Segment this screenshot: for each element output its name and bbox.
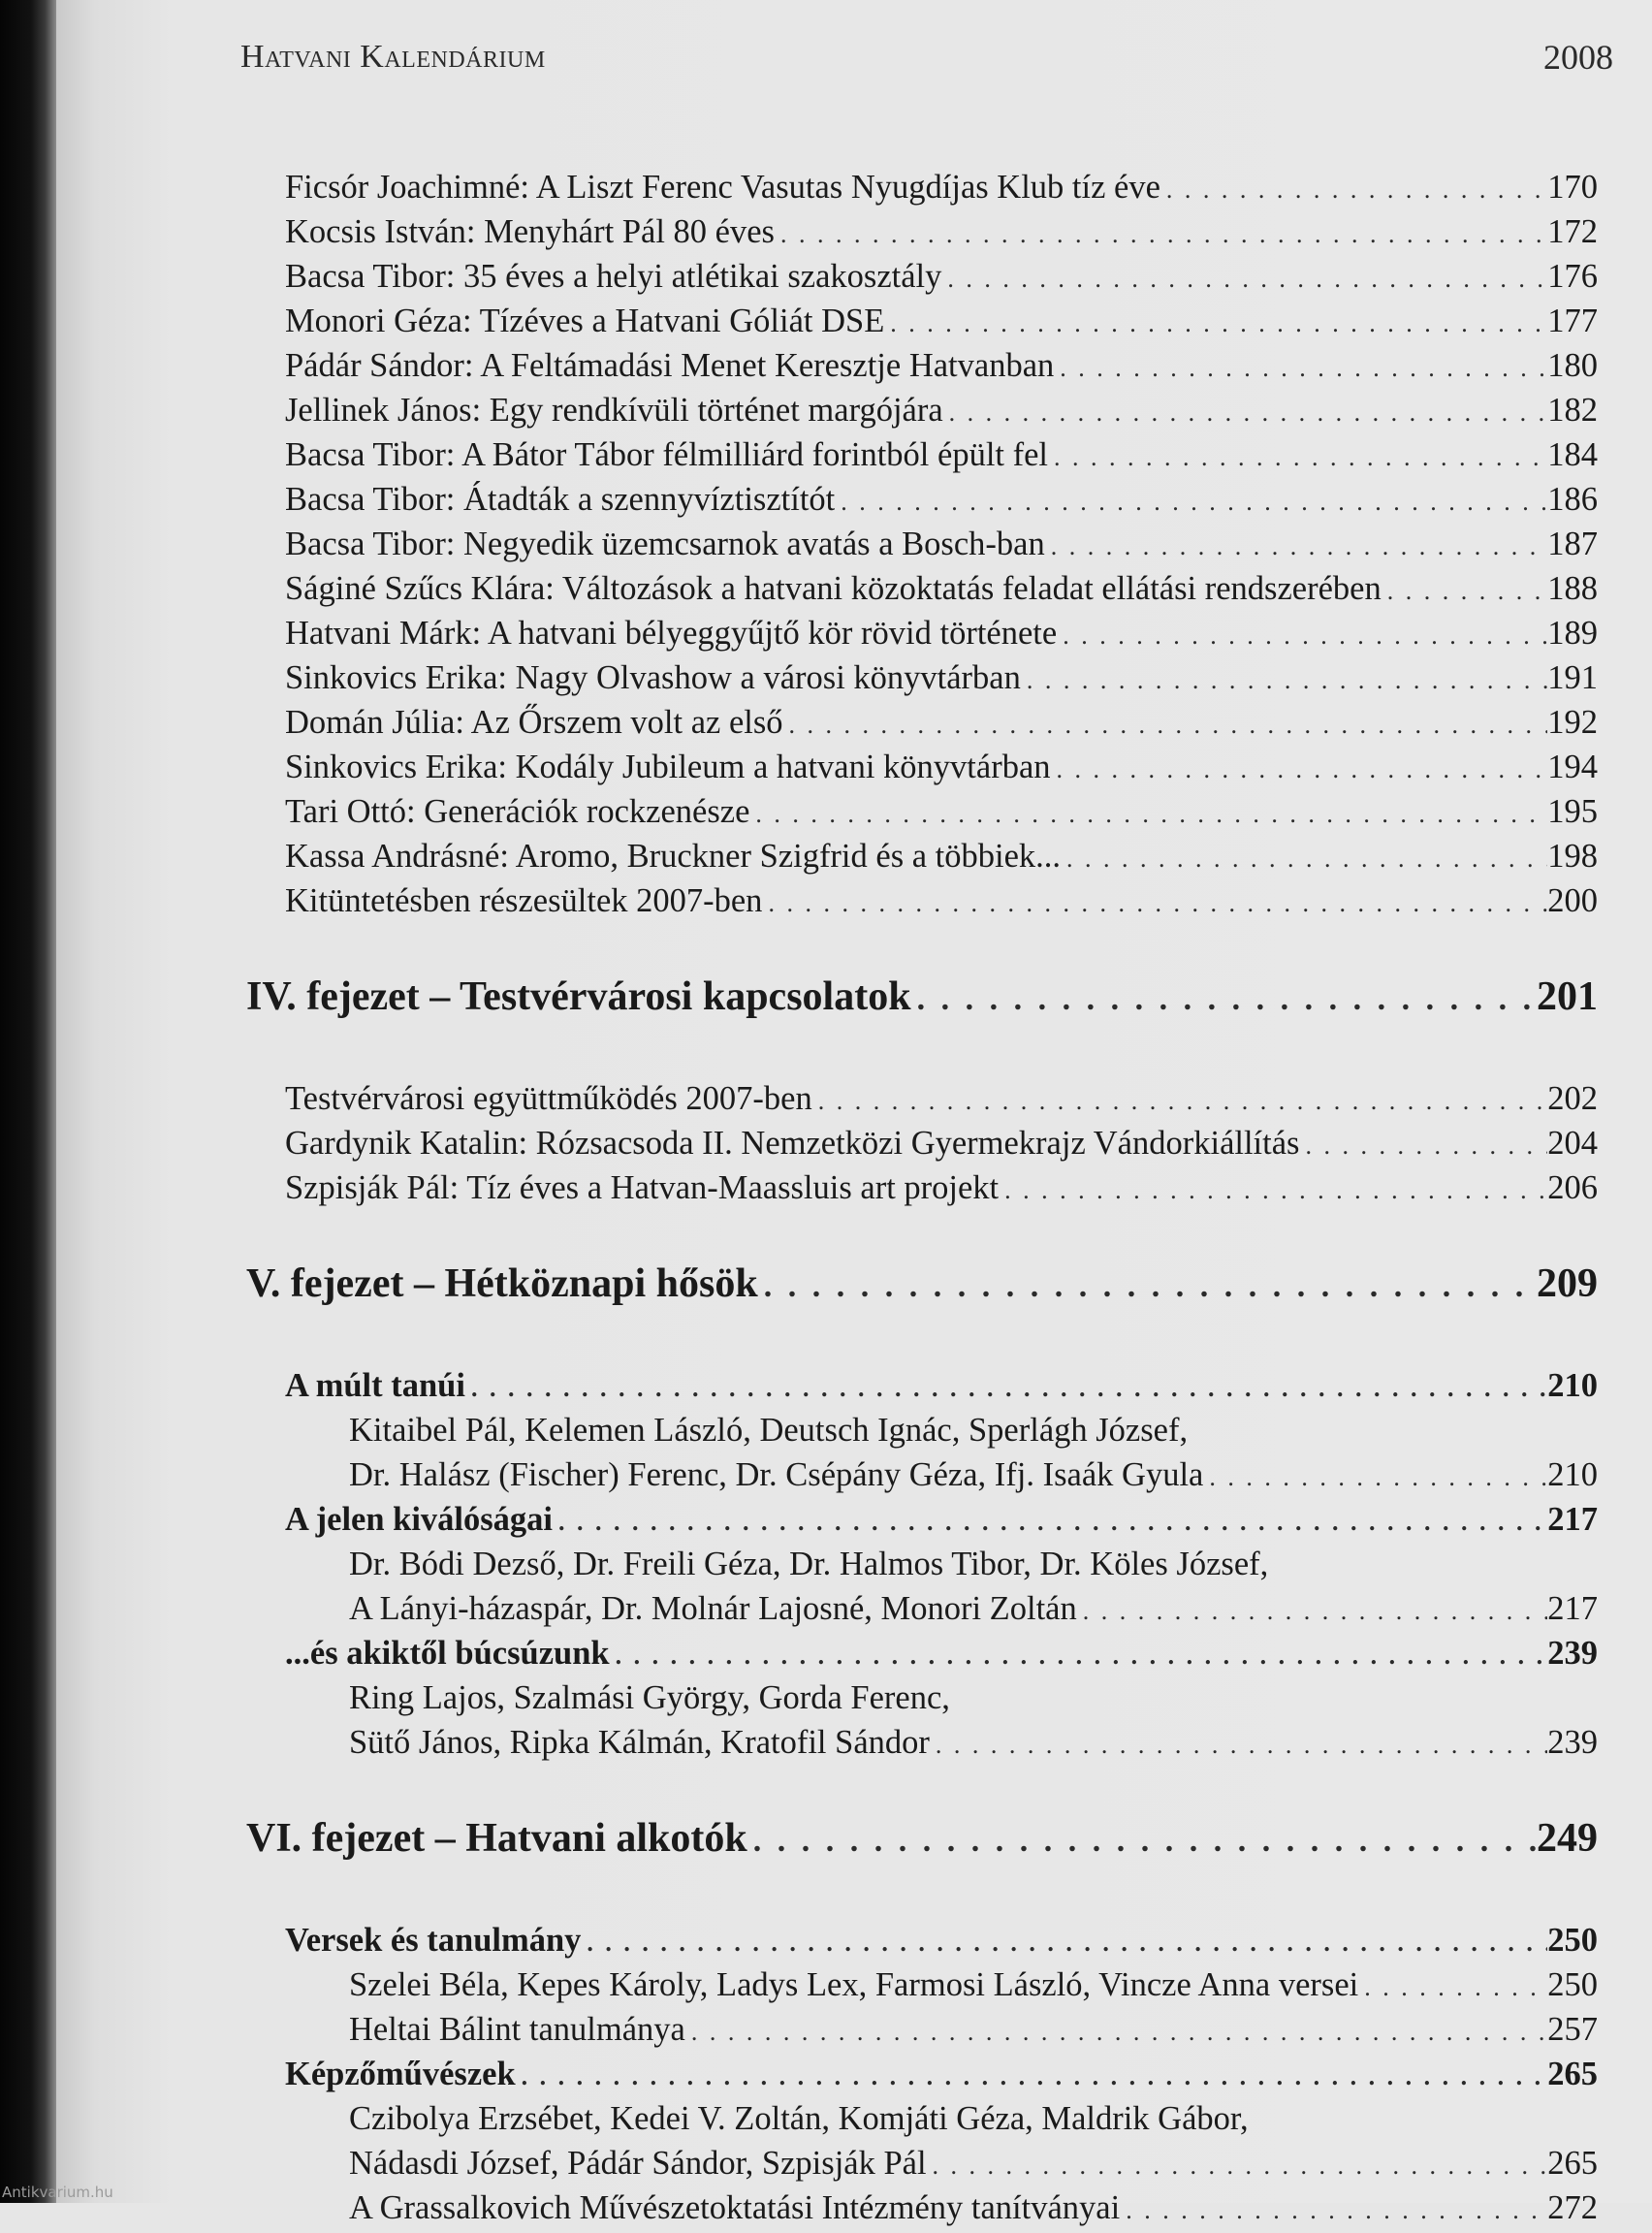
toc-subentry-line: Ring Lajos, Szalmási György, Gorda Ferenc, xyxy=(349,1679,950,1716)
toc-subentry[interactable]: A Lányi-házaspár, Dr. Molnár Lajosné, Monori Zoltán . . . 217 xyxy=(285,1586,1598,1631)
toc-subentry-line: Dr. Bódi Dezső, Dr. Freili Géza, Dr. Halmos Tibor, Dr. Köles József, xyxy=(349,1546,1269,1582)
watermark: Antikvarium.hu xyxy=(2,2184,113,2201)
toc-subentry-line: Kitaibel Pál, Kelemen László, Deutsch Ignác, Sperlágh József, xyxy=(349,1412,1189,1449)
toc-subentry[interactable]: Heltai Bálint tanulmánya . . . 257 xyxy=(285,2007,1598,2052)
section-heading[interactable]: Képzőművészek . . . 265 xyxy=(285,2052,1598,2096)
toc-subentry[interactable]: Sütő János, Ripka Kálmán, Kratofil Sándor . . . 239 xyxy=(285,1720,1598,1765)
toc-entry[interactable]: Testvérvárosi együttműködés 2007-ben . . . 202 xyxy=(285,1076,1598,1121)
toc-entry[interactable]: Kitüntetésben részesültek 2007-ben . . . 200 xyxy=(285,878,1598,923)
table-of-contents xyxy=(246,165,1598,2230)
toc-entry[interactable]: Bacsa Tibor: 35 éves a helyi atlétikai szakosztály . . . 176 xyxy=(285,254,1598,299)
toc-entry[interactable]: Bacsa Tibor: A Bátor Tábor félmilliárd forintból épült fel . . . 184 xyxy=(285,432,1598,477)
toc-entry[interactable]: Bacsa Tibor: Negyedik üzemcsarnok avatás a Bosch-ban . . . 187 xyxy=(285,522,1598,566)
toc-subentry[interactable]: Dr. Halász (Fischer) Ferenc, Dr. Csépány Géza, Ifj. Isaák Gyula . . . 210 xyxy=(285,1452,1598,1497)
toc-entry[interactable]: Gardynik Katalin: Rózsacsoda II. Nemzetközi Gyermekrajz Vándorkiállítás . . . 204 xyxy=(285,1121,1598,1165)
section-heading[interactable]: A jelen kiválóságai . . . 217 xyxy=(285,1497,1598,1542)
section-heading[interactable]: ...és akiktől búcsúzunk . . . 239 xyxy=(285,1631,1598,1675)
chapter-heading-iv[interactable]: IV. fejezet – Testvérvárosi kapcsolatok . . . 201 xyxy=(246,970,1598,1024)
toc-entry[interactable]: Hatvani Márk: A hatvani bélyeggyűjtő kör rövid története . . . 189 xyxy=(285,611,1598,655)
toc-entry[interactable]: Sinkovics Erika: Kodály Jubileum a hatvani könyvtárban . . . 194 xyxy=(285,745,1598,789)
book-spine-shadow xyxy=(0,0,56,2203)
toc-entry[interactable]: Monori Géza: Tízéves a Hatvani Góliát DSE . . . 177 xyxy=(285,299,1598,343)
toc-entry[interactable]: Sinkovics Erika: Nagy Olvashow a városi könyvtárban . . . 191 xyxy=(285,655,1598,700)
toc-subentry[interactable]: Nádasdi József, Pádár Sándor, Szpisják Pál . . . 265 xyxy=(285,2141,1598,2185)
chapter-heading-v[interactable]: V. fejezet – Hétköznapi hősök . . . 209 xyxy=(246,1257,1598,1311)
toc-top-entries xyxy=(285,165,1598,923)
toc-entry[interactable]: Tari Ottó: Generációk rockzenésze . . . 195 xyxy=(285,789,1598,834)
toc-entry[interactable]: Kassa Andrásné: Aromo, Bruckner Szigfrid és a többiek... . . . 198 xyxy=(285,834,1598,878)
toc-entry[interactable]: Jellinek János: Egy rendkívüli történet margójára . . . 182 xyxy=(285,388,1598,432)
running-head: Hatvani Kalendárium xyxy=(240,39,546,75)
toc-entry[interactable]: Szpisják Pál: Tíz éves a Hatvan-Maassluis art projekt . . . 206 xyxy=(285,1165,1598,1210)
toc-subentry-line: Czibolya Erzsébet, Kedei V. Zoltán, Komjáti Géza, Maldrik Gábor, xyxy=(349,2100,1249,2137)
running-head-year: 2008 xyxy=(1543,38,1613,77)
toc-entry[interactable]: Ficsór Joachimné: A Liszt Ferenc Vasutas Nyugdíjas Klub tíz éve . . . 170 xyxy=(285,165,1598,209)
section-heading[interactable]: Versek és tanulmány . . . 250 xyxy=(285,1918,1598,1962)
toc-subentry[interactable]: A Grassalkovich Művészetoktatási Intézmény tanítványai . . . 272 xyxy=(285,2185,1598,2230)
toc-entry[interactable]: Kocsis István: Menyhárt Pál 80 éves . . . 172 xyxy=(285,209,1598,254)
toc-entry[interactable]: Pádár Sándor: A Feltámadási Menet Keresztje Hatvanban . . . 180 xyxy=(285,343,1598,388)
toc-subentry[interactable]: Szelei Béla, Kepes Károly, Ladys Lex, Farmosi László, Vincze Anna versei . . . 250 xyxy=(285,1962,1598,2007)
chapter-heading-vi[interactable]: VI. fejezet – Hatvani alkotók . . . 249 xyxy=(246,1811,1598,1866)
toc-entry[interactable]: Bacsa Tibor: Átadták a szennyvíztisztítót . . . 186 xyxy=(285,477,1598,522)
section-heading[interactable]: A múlt tanúi . . . 210 xyxy=(285,1363,1598,1408)
toc-entry[interactable]: Domán Júlia: Az Őrszem volt az első . . . 192 xyxy=(285,700,1598,745)
toc-entry[interactable]: Ságiné Szűcs Klára: Változások a hatvani közoktatás feladat ellátási rendszerében . . . 188 xyxy=(285,566,1598,611)
